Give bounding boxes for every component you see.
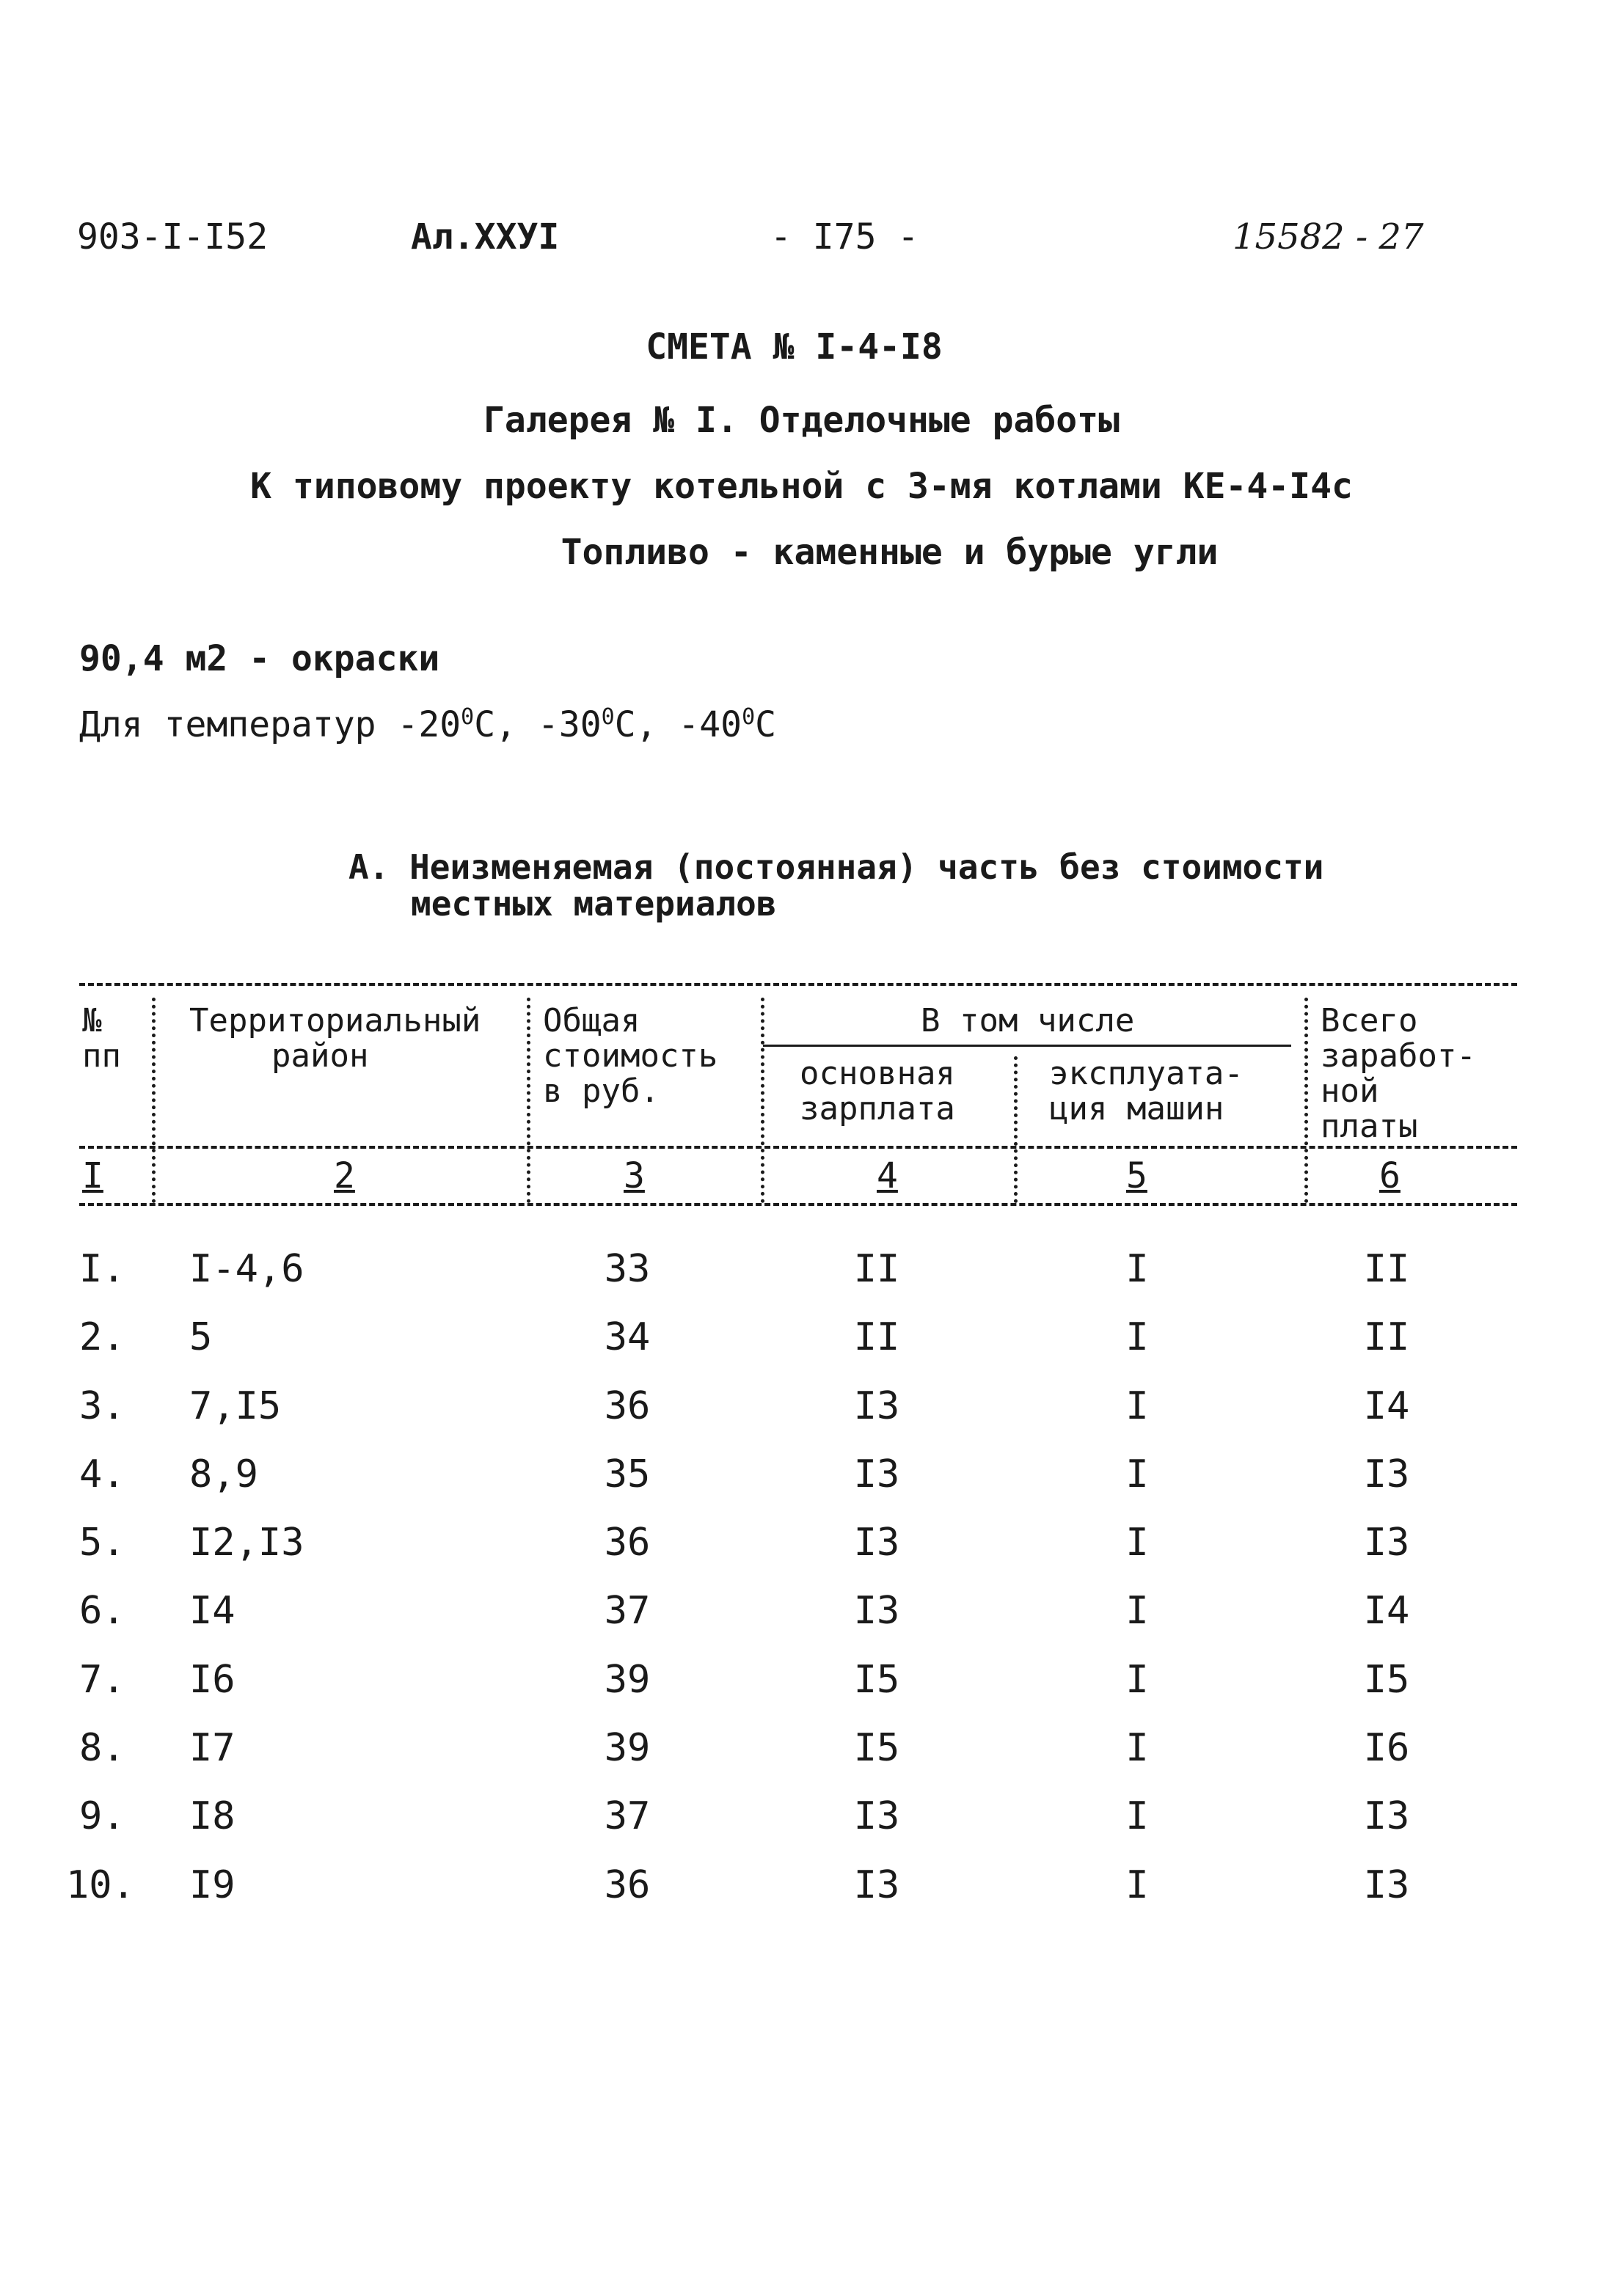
degree-3: 0 (742, 704, 756, 730)
temperature-info (79, 704, 776, 745)
col5-header-a: эксплуата- (1049, 1055, 1244, 1092)
base-salary: II (853, 1315, 900, 1359)
total-wages: I4 (1363, 1589, 1410, 1633)
territorial-district: I2,I3 (189, 1521, 304, 1565)
row-number: 9. (79, 1794, 125, 1838)
machine-operation: I (1125, 1384, 1149, 1428)
col-sep-1 (152, 998, 156, 1203)
temp-mid-1: С, -30 (474, 704, 602, 745)
base-salary: I3 (853, 1521, 900, 1565)
machine-operation: I (1125, 1452, 1149, 1496)
territorial-district: 8,9 (189, 1452, 258, 1496)
column-number-4: 4 (877, 1155, 898, 1196)
row-number: I. (79, 1247, 125, 1291)
group-header: В том числе (921, 1002, 1135, 1039)
album-number: Ал.XXУI (411, 216, 560, 257)
column-number-2: 2 (334, 1155, 355, 1196)
section-title-line-1: А. Неизменяемая (постоянная) часть без стоимости (348, 847, 1324, 887)
col6-header-d: платы (1321, 1108, 1418, 1145)
temp-mid-2: С, -40 (614, 704, 742, 745)
col5-header-b: ция машин (1049, 1090, 1224, 1127)
total-wages: I5 (1363, 1658, 1410, 1702)
machine-operation: I (1125, 1863, 1149, 1907)
total-cost: 37 (604, 1794, 651, 1838)
machine-operation: I (1125, 1247, 1149, 1291)
total-wages: I6 (1363, 1726, 1410, 1770)
total-wages: II (1363, 1247, 1410, 1291)
total-cost: 39 (604, 1658, 651, 1702)
base-salary: I5 (853, 1658, 900, 1702)
col2-header-a: Территориальный (189, 1002, 481, 1039)
degree-1: 0 (461, 704, 475, 730)
territorial-district: I9 (189, 1863, 235, 1907)
section-title-line-2: местных материалов (411, 884, 777, 924)
territorial-district: 5 (189, 1315, 213, 1359)
territorial-district: I8 (189, 1794, 235, 1838)
total-cost: 37 (604, 1589, 651, 1633)
col1-header-a: № (82, 1002, 102, 1039)
machine-operation: I (1125, 1315, 1149, 1359)
total-cost: 34 (604, 1315, 651, 1359)
row-number: 4. (79, 1452, 125, 1496)
territorial-district: I-4,6 (189, 1247, 304, 1291)
machine-operation: I (1125, 1726, 1149, 1770)
handwritten-stamp-number: 15582 - 27 (1233, 216, 1424, 257)
base-salary: I3 (853, 1452, 900, 1496)
temp-end: С (755, 704, 777, 745)
machine-operation: I (1125, 1794, 1149, 1838)
column-number-1: I (82, 1155, 103, 1196)
total-wages: I3 (1363, 1863, 1410, 1907)
col-sep-4 (1014, 1056, 1018, 1203)
machine-operation: I (1125, 1521, 1149, 1565)
row-number: 6. (79, 1589, 125, 1633)
total-wages: I3 (1363, 1794, 1410, 1838)
territorial-district: I7 (189, 1726, 235, 1770)
territorial-district: 7,I5 (189, 1384, 282, 1428)
col6-header-a: Всего (1321, 1002, 1418, 1039)
column-number-3: 3 (624, 1155, 645, 1196)
col4-header-a: основная (800, 1055, 955, 1092)
gallery-title: Галерея № I. Отделочные работы (483, 400, 1120, 441)
page-number: - I75 - (770, 216, 919, 257)
estimate-title: СМЕТА № I-4-I8 (646, 326, 943, 368)
total-cost: 33 (604, 1247, 651, 1291)
total-wages: I4 (1363, 1384, 1410, 1428)
total-cost: 35 (604, 1452, 651, 1496)
row-number: 7. (79, 1658, 125, 1702)
row-number: 10. (66, 1863, 135, 1907)
col3-header-c: в руб. (543, 1072, 660, 1110)
area-info: 90,4 м2 - окраски (79, 638, 440, 679)
total-wages: II (1363, 1315, 1410, 1359)
base-salary: I3 (853, 1384, 900, 1428)
col-sep-2 (527, 998, 530, 1203)
base-salary: I3 (853, 1589, 900, 1633)
base-salary: I3 (853, 1863, 900, 1907)
header-top-rule (79, 983, 1517, 986)
total-wages: I3 (1363, 1521, 1410, 1565)
degree-2: 0 (601, 704, 615, 730)
territorial-district: I4 (189, 1589, 235, 1633)
base-salary: II (853, 1247, 900, 1291)
base-salary: I3 (853, 1794, 900, 1838)
col6-header-b: заработ- (1321, 1037, 1476, 1075)
row-number: 3. (79, 1384, 125, 1428)
col-sep-3 (761, 998, 764, 1203)
fuel-title: Топливо - каменные и бурые угли (560, 532, 1219, 573)
header-bottom-rule (79, 1203, 1517, 1206)
row-number: 2. (79, 1315, 125, 1359)
total-cost: 36 (604, 1521, 651, 1565)
territorial-district: I6 (189, 1658, 235, 1702)
temp-prefix: Для температур -20 (79, 704, 461, 745)
subgroup-rule (763, 1045, 1291, 1047)
col1-header-b: пп (82, 1037, 121, 1075)
col2-header-b: район (271, 1037, 369, 1075)
column-number-6: 6 (1379, 1155, 1401, 1196)
col-sep-5 (1304, 998, 1308, 1203)
total-wages: I3 (1363, 1452, 1410, 1496)
machine-operation: I (1125, 1658, 1149, 1702)
header-mid-rule (79, 1146, 1517, 1149)
col6-header-c: ной (1321, 1072, 1379, 1110)
machine-operation: I (1125, 1589, 1149, 1633)
row-number: 5. (79, 1521, 125, 1565)
base-salary: I5 (853, 1726, 900, 1770)
col4-header-b: зарплата (800, 1090, 955, 1127)
row-number: 8. (79, 1726, 125, 1770)
document-code: 903-I-I52 (77, 216, 269, 257)
total-cost: 36 (604, 1384, 651, 1428)
total-cost: 36 (604, 1863, 651, 1907)
total-cost: 39 (604, 1726, 651, 1770)
column-number-5: 5 (1126, 1155, 1147, 1196)
col3-header-b: стоимость (543, 1037, 718, 1075)
project-title: К типовому проекту котельной с 3-мя котлами КЕ-4-I4с (250, 466, 1353, 507)
col3-header-a: Общая (543, 1002, 640, 1039)
